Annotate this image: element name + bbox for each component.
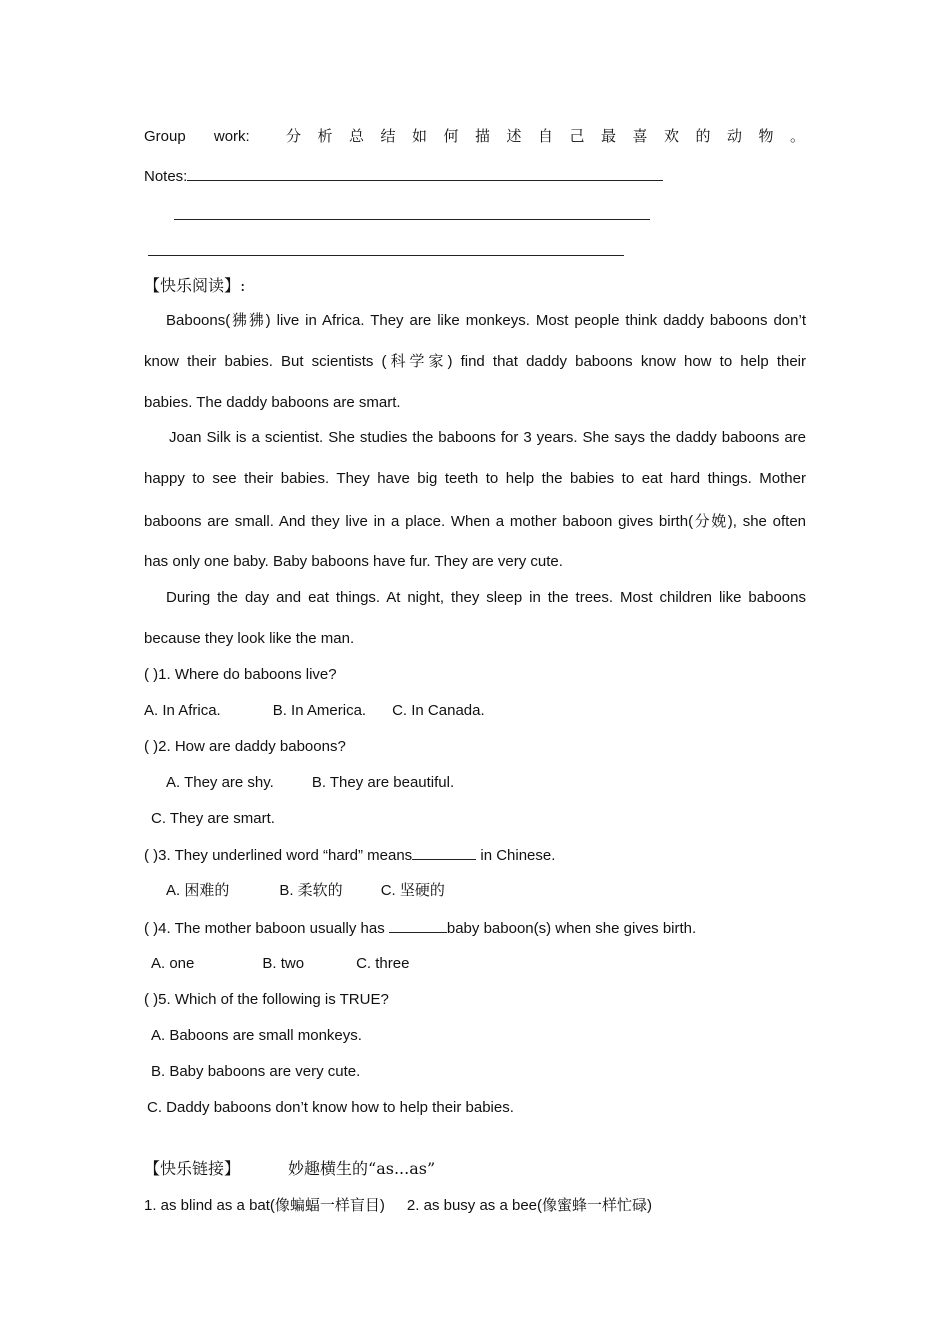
group-work-task: 分析总结如何描述自己最喜欢的动物。 — [286, 127, 822, 145]
question-4-stem — [144, 918, 696, 939]
reading-p1-line-1: Baboons(狒狒) live in Africa. They are like monkeys. Most people think daddy baboons don’t — [166, 312, 806, 329]
q3-stem-post: in Chinese. — [476, 847, 556, 864]
q4-answer-blank[interactable] — [389, 918, 447, 933]
reading-p1-line-2: know their babies. But scientists (科学家) find that daddy baboons know how to help their — [144, 353, 806, 370]
notes-rule-2-row — [174, 205, 650, 226]
group-work-line — [144, 126, 822, 147]
link-item-2: 2. as busy as a bee(像蜜蜂一样忙碌) — [406, 1197, 652, 1214]
group-work-label: Group work: — [144, 128, 250, 145]
q3-option-c[interactable]: C. 坚硬的 — [380, 882, 445, 899]
reading-p3-line-2: because they look like the man. — [144, 630, 355, 647]
q2-option-a[interactable]: A. They are shy. — [166, 774, 274, 791]
q2-option-c[interactable]: C. They are smart. — [151, 810, 275, 827]
notes-label: Notes: — [144, 168, 188, 185]
reading-p2-line-2: happy to see their babies. They have big teeth to help the babies to eat hard things. Mother — [144, 470, 806, 487]
q3-stem-pre: ( )3. They underlined word “hard” means — [144, 847, 413, 864]
reading-p2-line-4: has only one baby. Baby baboons have fur. They are very cute. — [144, 553, 563, 570]
question-3-options — [166, 881, 445, 901]
reading-p3-line-1: During the day and eat things. At night, they sleep in the trees. Most children like baboons — [166, 589, 806, 606]
q4-option-c[interactable]: C. three — [356, 955, 410, 972]
q5-option-a[interactable]: A. Baboons are small monkeys. — [151, 1027, 362, 1044]
reading-p2-line-1: Joan Silk is a scientist. She studies the baboons for 3 years. She says the daddy baboons are — [169, 429, 806, 446]
q1-option-a[interactable]: A. In Africa. — [144, 702, 221, 719]
q3-option-a[interactable]: A. 困难的 — [166, 882, 230, 899]
link-subtitle: 妙趣横生的“as...as” — [288, 1159, 436, 1178]
question-2-stem: ( )2. How are daddy baboons? — [144, 738, 346, 755]
notes-line — [144, 166, 663, 187]
question-4-options — [151, 954, 409, 974]
q2-option-b[interactable]: B. They are beautiful. — [311, 774, 455, 791]
reading-p2-line-3: baboons are small. And they live in a place. When a mother baboon gives birth(分娩), she often — [144, 513, 806, 530]
notes-rule-2[interactable] — [174, 205, 650, 220]
reading-p1-line-3: babies. The daddy baboons are smart. — [144, 394, 401, 411]
q4-option-a[interactable]: A. one — [151, 955, 195, 972]
q4-stem-post: baby baboon(s) when she gives birth. — [446, 920, 697, 937]
question-5-stem: ( )5. Which of the following is TRUE? — [144, 991, 389, 1008]
question-3-stem — [144, 845, 555, 866]
link-items — [144, 1196, 652, 1216]
q4-option-b[interactable]: B. two — [262, 955, 305, 972]
notes-rule-3[interactable] — [148, 241, 624, 256]
link-heading-line — [144, 1159, 435, 1180]
q3-option-b[interactable]: B. 柔软的 — [279, 882, 343, 899]
link-item-1: 1. as blind as a bat(像蝙蝠一样盲目) — [144, 1197, 385, 1214]
q1-option-c[interactable]: C. In Canada. — [392, 702, 485, 719]
reading-heading: 【快乐阅读】: — [144, 276, 246, 295]
q1-option-b[interactable]: B. In America. — [272, 702, 367, 719]
notes-rule-1[interactable] — [187, 166, 663, 181]
q3-answer-blank[interactable] — [412, 845, 476, 860]
q4-stem-pre: ( )4. The mother baboon usually has — [144, 920, 389, 937]
notes-rule-3-row — [148, 241, 624, 262]
question-1-options — [144, 701, 485, 721]
question-1-stem: ( )1. Where do baboons live? — [144, 666, 337, 683]
link-heading: 【快乐链接】 — [144, 1159, 241, 1178]
q5-option-b[interactable]: B. Baby baboons are very cute. — [151, 1063, 361, 1080]
q5-option-c[interactable]: C. Daddy baboons don’t know how to help their babies. — [147, 1099, 514, 1116]
question-2-options — [166, 773, 454, 793]
